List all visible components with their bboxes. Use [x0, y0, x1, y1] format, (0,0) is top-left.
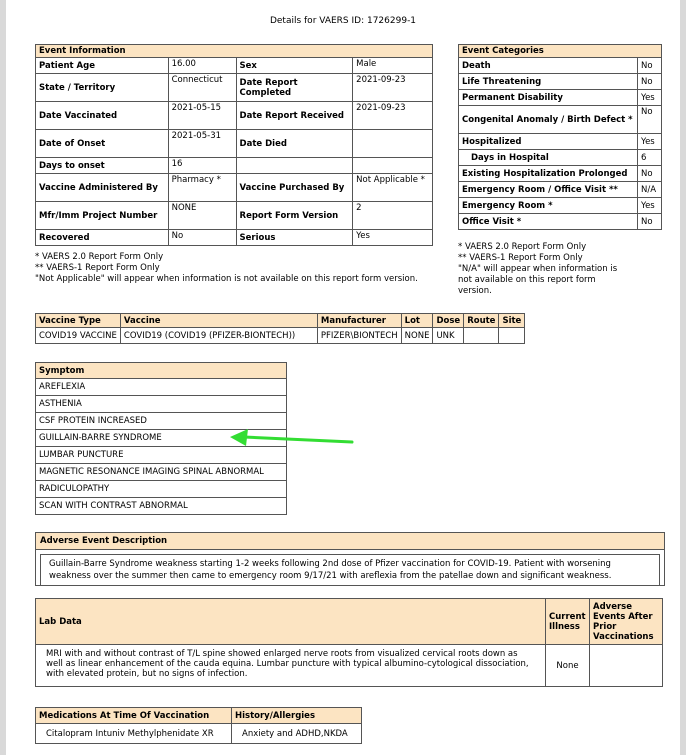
field-label: Patient Age [36, 58, 169, 74]
field-label: Serious [236, 230, 353, 246]
footnote: * VAERS 2.0 Report Form Only [35, 252, 164, 262]
adverse-event-header: Adverse Event Description [36, 533, 664, 550]
field-label: Days to onset [36, 158, 169, 174]
category-label: Death [459, 58, 638, 74]
lab-data-table [35, 598, 663, 687]
category-value: No [638, 166, 662, 182]
category-label: Days in Hospital [459, 150, 638, 166]
event-categories-header: Event Categories [459, 45, 662, 58]
field-value: Not Applicable * [353, 174, 433, 202]
category-label: Permanent Disability [459, 90, 638, 106]
field-value: 2 [353, 202, 433, 230]
category-label: Office Visit * [459, 214, 638, 230]
field-label: Vaccine Purchased By [236, 174, 353, 202]
field-label: Date Died [236, 130, 353, 158]
category-value: N/A [638, 182, 662, 198]
field-value: 2021-05-15 [168, 102, 236, 130]
category-value: No [638, 58, 662, 74]
vaccine-type-header: Vaccine Type [36, 314, 121, 328]
field-label: Report Form Version [236, 202, 353, 230]
prior-vaccinations-header: Adverse Events After Prior Vaccinations [589, 599, 662, 645]
event-information-table [35, 44, 433, 246]
prior-vaccinations-value [589, 645, 662, 687]
footnote: * VAERS 2.0 Report Form Only [458, 242, 587, 252]
adverse-event-section [35, 532, 665, 586]
field-label: Date of Onset [36, 130, 169, 158]
category-label: Life Threatening [459, 74, 638, 90]
category-label: Hospitalized [459, 134, 638, 150]
field-label: Vaccine Administered By [36, 174, 169, 202]
field-value: 2021-09-23 [353, 102, 433, 130]
field-label: Recovered [36, 230, 169, 246]
event-categories-table [458, 44, 662, 230]
category-value: Yes [638, 90, 662, 106]
category-value: Yes [638, 134, 662, 150]
vaccine-header: Vaccine [120, 314, 317, 328]
symptom-item: GUILLAIN-BARRE SYNDROME [36, 430, 287, 447]
dose-cell: UNK [433, 328, 464, 344]
footnote: ** VAERS-1 Report Form Only [458, 253, 583, 263]
route-cell [464, 328, 499, 344]
field-value: Pharmacy * [168, 174, 236, 202]
field-label: Date Vaccinated [36, 102, 169, 130]
empty-cell [353, 158, 433, 174]
vaccine-cell: COVID19 (COVID19 (PFIZER-BIONTECH)) [120, 328, 317, 344]
medications-history-table [35, 707, 362, 744]
footnote: "Not Applicable" will appear when information is not available on this report form version. [35, 274, 418, 284]
symptom-item: LUMBAR PUNCTURE [36, 447, 287, 464]
history-value: Anxiety and ADHD,NKDA [232, 724, 362, 744]
footnote: "N/A" will appear when information is not available on this report form version. [458, 264, 618, 296]
field-label: Mfr/Imm Project Number [36, 202, 169, 230]
dose-header: Dose [433, 314, 464, 328]
category-value: No [638, 74, 662, 90]
field-value: Connecticut [168, 74, 236, 102]
right-page-edge [680, 0, 686, 755]
site-cell [499, 328, 525, 344]
field-label: State / Territory [36, 74, 169, 102]
field-value: NONE [168, 202, 236, 230]
page-title: Details for VAERS ID: 1726299-1 [269, 16, 417, 26]
event-info-notes [35, 252, 435, 285]
lot-cell: NONE [401, 328, 433, 344]
left-page-edge [0, 0, 6, 755]
symptom-item: RADICULOPATHY [36, 481, 287, 498]
symptom-item: SCAN WITH CONTRAST ABNORMAL [36, 498, 287, 515]
category-label: Congenital Anomaly / Birth Defect * [459, 106, 638, 134]
category-label: Emergency Room * [459, 198, 638, 214]
current-illness-value: None [546, 645, 590, 687]
lot-header: Lot [401, 314, 433, 328]
field-label: Sex [236, 58, 353, 74]
green-arrow-icon [226, 428, 356, 450]
manufacturer-header: Manufacturer [317, 314, 401, 328]
field-value: No [168, 230, 236, 246]
symptom-item: AREFLEXIA [36, 379, 287, 396]
field-value [353, 130, 433, 158]
category-label: Emergency Room / Office Visit ** [459, 182, 638, 198]
field-value: Male [353, 58, 433, 74]
lab-data-text: MRI with and without contrast of T/L spine showed enlarged nerve roots from visualized cervical roots down as well as linear enhancement of the cauda equina. Lumbar puncture with typical albumino-cytological dissociation, with elevated protein, but no signs of infection. [36, 645, 546, 687]
field-value: 16.00 [168, 58, 236, 74]
symptom-header: Symptom [36, 363, 287, 379]
empty-cell [236, 158, 353, 174]
medications-header: Medications At Time Of Vaccination [36, 708, 232, 724]
field-value: 2021-09-23 [353, 74, 433, 102]
footnote: ** VAERS-1 Report Form Only [35, 263, 160, 273]
adverse-event-text: Guillain-Barre Syndrome weakness starting 1-2 weeks following 2nd dose of Pfizer vaccination for COVID-19. Patient with worsening weakness over the summer then came to emergency room 9/17/21 with areflexia from the patellae down and significant weakness. [40, 554, 660, 586]
site-header: Site [499, 314, 525, 328]
field-value: 2021-05-31 [168, 130, 236, 158]
route-header: Route [464, 314, 499, 328]
field-label: Date Report Received [236, 102, 353, 130]
category-value: No [638, 106, 662, 134]
vaccine-table [35, 313, 525, 344]
category-value: No [638, 214, 662, 230]
symptom-item: CSF PROTEIN INCREASED [36, 413, 287, 430]
current-illness-header: Current Illness [546, 599, 590, 645]
field-value: Yes [353, 230, 433, 246]
field-value: 16 [168, 158, 236, 174]
event-information-header: Event Information [36, 45, 433, 58]
lab-data-header: Lab Data [36, 599, 546, 645]
manufacturer-cell: PFIZER\BIONTECH [317, 328, 401, 344]
vaccine-type-cell: COVID19 VACCINE [36, 328, 121, 344]
history-header: History/Allergies [232, 708, 362, 724]
category-value: 6 [638, 150, 662, 166]
symptom-item: ASTHENIA [36, 396, 287, 413]
event-categories-notes [458, 242, 618, 297]
field-label: Date Report Completed [236, 74, 353, 102]
category-label: Existing Hospitalization Prolonged [459, 166, 638, 182]
medications-value: Citalopram Intuniv Methylphenidate XR [36, 724, 232, 744]
category-value: Yes [638, 198, 662, 214]
symptom-item: MAGNETIC RESONANCE IMAGING SPINAL ABNORMAL [36, 464, 287, 481]
